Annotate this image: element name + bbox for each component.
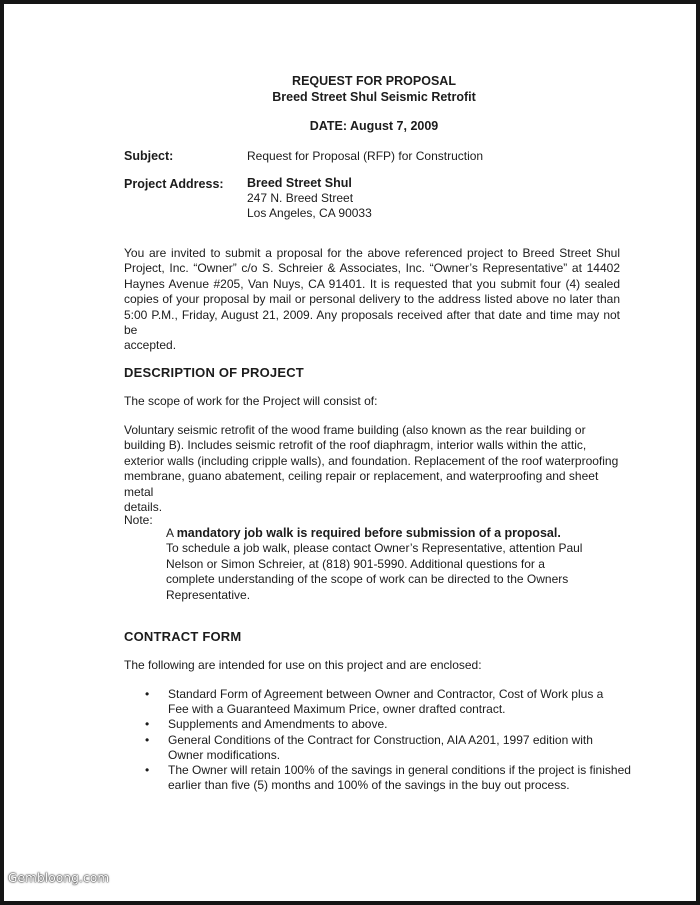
note-line [166, 526, 626, 541]
scope-line: membrane, guano abatement, ceiling repair or replacement, and waterproofing and sheet metal [124, 469, 599, 499]
list-item-text: earlier than five (5) months and 100% of the savings in the buy out process. [168, 778, 570, 793]
bullet-icon: • [145, 732, 150, 747]
note-emphasis: mandatory job walk is required before submission of a proposal. [176, 526, 561, 540]
note-line: Representative. [166, 587, 251, 602]
note-label: Note: [124, 513, 153, 527]
contract-heading: CONTRACT FORM [124, 629, 242, 644]
contract-intro: The following are intended for use on this project and are enclosed: [124, 658, 482, 672]
list-item [142, 717, 642, 732]
subject-value: Request for Proposal (RFP) for Construction [247, 149, 484, 163]
note-line: To schedule a job walk, please contact Owner’s Representative, attention Paul [166, 541, 583, 556]
list-item-text: General Conditions of the Contract for Construction, AIA A201, 1997 edition with [168, 732, 593, 747]
list-item-text: Owner modifications. [168, 747, 281, 762]
list-item-text: Supplements and Amendments to above. [168, 717, 388, 732]
address-street: 247 N. Breed Street [247, 191, 354, 205]
list-item-text: Fee with a Guaranteed Maximum Price, owner drafted contract. [168, 702, 506, 717]
description-heading: DESCRIPTION OF PROJECT [124, 365, 304, 380]
document [4, 4, 696, 901]
invitation-paragraph [124, 246, 620, 354]
watermark: Gembloong.com [8, 871, 110, 885]
list-item [142, 733, 642, 763]
invitation-line: copies of your proposal by mail or personal delivery to the address listed above no later than [124, 292, 620, 307]
bullet-icon: • [145, 687, 150, 701]
note-line: complete understanding of the scope of work can be directed to the Owners [166, 572, 569, 587]
contract-list [142, 687, 642, 793]
invitation-line: You are invited to submit a proposal for the above referenced project to Breed Street Shul [124, 246, 620, 260]
bullet-icon: • [145, 763, 150, 778]
scope-line: Voluntary seismic retrofit of the wood frame building (also known as the rear building or [124, 423, 586, 437]
invitation-line: 5:00 P.M., Friday, August 21, 2009. Any proposals received after that date and time may not be [124, 307, 620, 338]
note-line: Nelson or Simon Schreier, at (818) 901-5990. Additional questions for a [166, 556, 545, 571]
list-item [142, 687, 642, 717]
document-title: REQUEST FOR PROPOSAL [292, 74, 456, 88]
invitation-line: accepted. [124, 338, 177, 353]
list-item [142, 763, 642, 793]
note-body [166, 526, 626, 603]
scope-line: details. [124, 500, 163, 515]
subject-label: Subject: [124, 149, 174, 163]
address-city: Los Angeles, CA 90033 [247, 206, 372, 220]
scope-line: exterior walls (including cripple walls), and foundation. Replacement of the roof waterproofing [124, 453, 619, 468]
project-title: Breed Street Shul Seismic Retrofit [272, 90, 476, 104]
project-address-block [247, 176, 372, 221]
document-date: DATE: August 7, 2009 [309, 119, 439, 133]
list-item-text: Standard Form of Agreement between Owner and Contractor, Cost of Work plus a [168, 687, 604, 701]
list-item-text: The Owner will retain 100% of the savings in general conditions if the project is finished [168, 763, 631, 778]
invitation-line: Haynes Avenue #205, Van Nuys, CA 91401. It is requested that you submit four (4) sealed [124, 276, 620, 291]
address-name: Breed Street Shul [247, 176, 352, 190]
scope-intro: The scope of work for the Project will consist of: [124, 394, 378, 408]
invitation-line: Project, Inc. “Owner” c/o S. Schreier & Associates, Inc. “Owner’s Representative” at 14402 [124, 261, 620, 276]
scope-line: building B). Includes seismic retrofit of the roof diaphragm, interior walls within the attic, [124, 438, 587, 453]
scope-paragraph [124, 423, 624, 515]
bullet-icon: • [145, 717, 150, 732]
project-address-label: Project Address: [124, 177, 224, 191]
note-prefix: A [166, 526, 177, 540]
